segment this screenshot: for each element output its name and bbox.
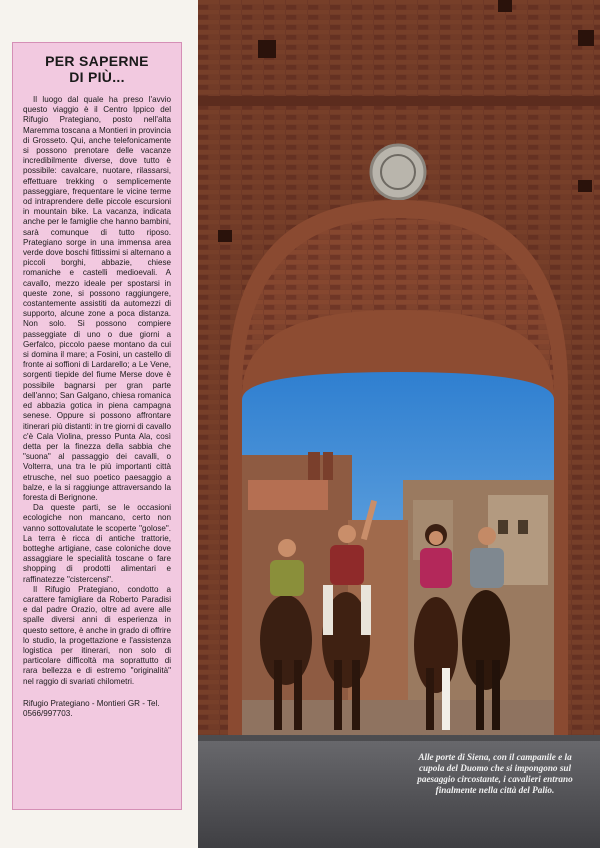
- sidebar-paragraph-1: Il luogo dal quale ha preso l'avvio questo viaggio è il Centro Ippico del Rifugio Prategiano, posto nell'alta Maremma toscana a Montieri in provincia di Grosseto. Qui, anche telefonicamente si possono prenotare delle vacanze incredibilmente diverse, dove tutto è possibile: cavalcare, nuotare, rilassarsi, effettuare trekking o semplicemente passeggiare, frequentare le vicine terme od intraprendere delle piccole escursioni in mountain bike. La vacanza, indicata anche per le famiglie che hanno bambini, sarà comunque di tutto riposo. Prategiano sorge in una immensa area verde dove boschi fittissimi si alternano a piccoli borghi, abbazie, chiese romaniche e castelli medioevali. A cavallo, mezzo ideale per spostarsi in queste zone, si possono raggiungere, costantemente assistiti da automezzi di supporto, alcune zone a poca distanza. Non solo. Si possono compiere passeggiate di uno o due giorni a Gerfalco, piccolo paese montano da cui si domina il mare; a Fosini, un castello di fronte ai soffioni di Lardarello; a Le Vene, sorgenti tiepide del fiume Merse dove è possibile bagnarsi per gran parte dell'anno; San Galgano, chiesa romanica ed abbazia gotica in piena campagna senese. Oppure si possono affrontare itinerari più distanti: in tre giorni di cavallo c'è Cala Violina, presso Punta Ala, così detta per la finezza della sabbia che "suona" al passaggio dei cavalli, o Volterra, una tra le più importanti città etrusche, nel suo poetico paesaggio a balze, e la si raggiunge attraversando la foresta di Berignone.: [23, 95, 172, 502]
- sidebar-paragraph-2: Da queste parti, se le occasioni ecologiche non mancano, certo non vanno sottovalutate le scoperte "golose". La terra è ricca di antiche trattorie, botteghe artigiane, case coloniche dove assaggiare le specialità toscane o fare shopping di prodotti alimentari e raffinatezze "cistercensi".: [23, 503, 171, 584]
- sidebar-title: [23, 53, 171, 85]
- info-sidebar: [12, 42, 182, 810]
- sidebar-contact: Rifugio Prategiano - Montieri GR - Tel. 0566/997703.: [23, 698, 160, 718]
- sidebar-paragraph-3: Il Rifugio Prategiano, condotto a carattere famigliare da Roberto Paradisi e dal padre Orazio, oltre ad avere alle spalle diversi anni di esperienza in questo settore, è anche in grado di offrire lo studio, la progettazione e l'assistenza logistica per itinerari, non solo di particolare difficoltà ma soprattutto di rara bellezza e di estremo "originalità" nel raggio di svariati chilometri.: [23, 584, 171, 686]
- sidebar-title-line2: DI PIÙ...: [69, 69, 125, 85]
- stone-medallion: [371, 145, 425, 199]
- sidebar-title-line1: PER SAPERNE: [45, 53, 149, 69]
- photo-caption: Alle porte di Siena, con il campanile e la cupola del Duomo che si impongono sul paesaggio circostante, i cavalieri entrano finalmente nella città del Palio.: [417, 752, 573, 795]
- photo-illustration: [198, 0, 600, 848]
- siena-gate-photo: [198, 0, 600, 848]
